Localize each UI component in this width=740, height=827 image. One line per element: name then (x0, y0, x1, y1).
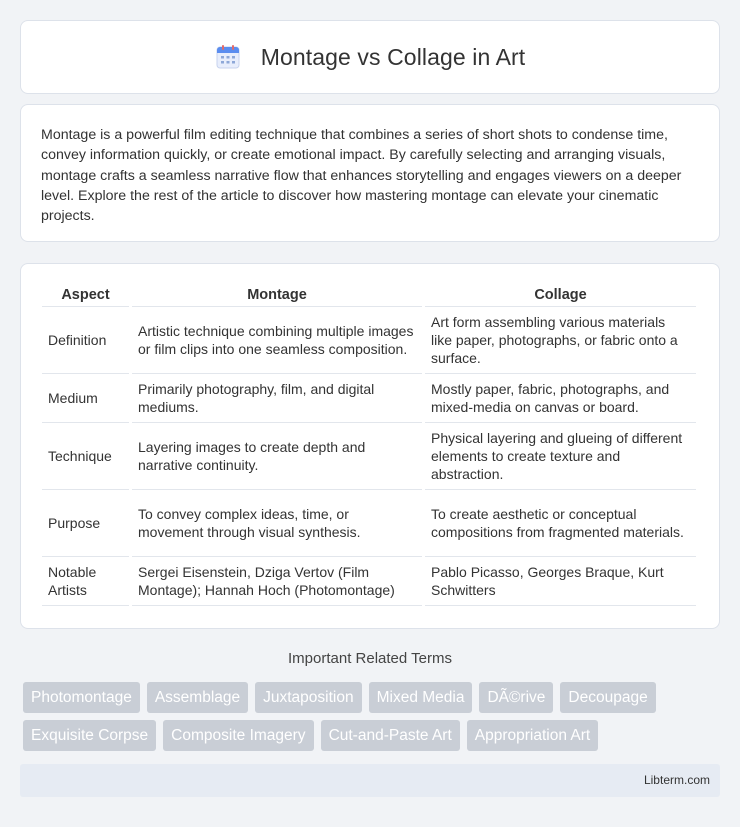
cell-collage: To create aesthetic or conceptual compositions from fragmented materials. (425, 490, 696, 557)
table-header-row (42, 286, 696, 307)
cell-aspect: Technique (42, 423, 129, 490)
cell-montage: Primarily photography, film, and digital mediums. (132, 374, 422, 423)
calendar-icon (215, 44, 241, 70)
cell-montage: Artistic technique combining multiple images or film clips into one seamless composition. (132, 307, 422, 374)
comparison-table (39, 286, 699, 606)
related-terms-tags (23, 682, 723, 758)
tag-composite-imagery[interactable]: Composite Imagery (163, 720, 313, 751)
tag-juxtaposition[interactable]: Juxtaposition (255, 682, 361, 713)
title-card (20, 20, 720, 94)
cell-montage: Layering images to create depth and narrative continuity. (132, 423, 422, 490)
tag-assemblage[interactable]: Assemblage (147, 682, 248, 713)
related-terms-title: Important Related Terms (288, 650, 452, 667)
table-row (42, 557, 696, 606)
intro-text: Montage is a powerful film editing technique that combines a series of short shots to condense time, convey information quickly, or create emotional impact. By carefully selecting and arranging visuals, montage crafts a seamless narrative flow that enhances storytelling and engages viewers on a deeper level. Explore the rest of the article to discover how mastering montage can elevate your cinematic projects. (41, 127, 682, 225)
cell-collage: Pablo Picasso, Georges Braque, Kurt Schwitters (425, 557, 696, 606)
table-row (42, 490, 696, 557)
cell-aspect: Notable Artists (42, 557, 129, 606)
table-row (42, 374, 696, 423)
comparison-card (20, 263, 720, 629)
intro-card (20, 104, 720, 242)
cell-montage: Sergei Eisenstein, Dziga Vertov (Film Montage); Hannah Hoch (Photomontage) (132, 557, 422, 606)
footer-link[interactable]: Libterm.com (643, 773, 710, 787)
tag-derive[interactable]: DÃ©rive (479, 682, 553, 713)
tag-row (23, 682, 723, 713)
tag-exquisite-corpse[interactable]: Exquisite Corpse (23, 720, 156, 751)
tag-decoupage[interactable]: Decoupage (560, 682, 655, 713)
tag-mixed-media[interactable]: Mixed Media (369, 682, 473, 713)
page-title: Montage vs Collage in Art (260, 43, 526, 70)
tag-cut-and-paste-art[interactable]: Cut-and-Paste Art (321, 720, 460, 751)
header-aspect: Aspect (42, 286, 129, 307)
cell-aspect: Definition (42, 307, 129, 374)
tag-row (23, 720, 723, 751)
footer (20, 764, 720, 797)
cell-collage: Art form assembling various materials like paper, photographs, or fabric onto a surface. (425, 307, 696, 374)
table-row (42, 307, 696, 374)
tag-photomontage[interactable]: Photomontage (23, 682, 140, 713)
cell-collage: Physical layering and glueing of different elements to create texture and abstraction. (425, 423, 696, 490)
tag-appropriation-art[interactable]: Appropriation Art (467, 720, 598, 751)
header-collage: Collage (425, 286, 696, 307)
table-row (42, 423, 696, 490)
header-montage: Montage (132, 286, 422, 307)
cell-aspect: Purpose (42, 490, 129, 557)
cell-collage: Mostly paper, fabric, photographs, and mixed-media on canvas or board. (425, 374, 696, 423)
cell-montage: To convey complex ideas, time, or movement through visual synthesis. (132, 490, 422, 557)
cell-aspect: Medium (42, 374, 129, 423)
